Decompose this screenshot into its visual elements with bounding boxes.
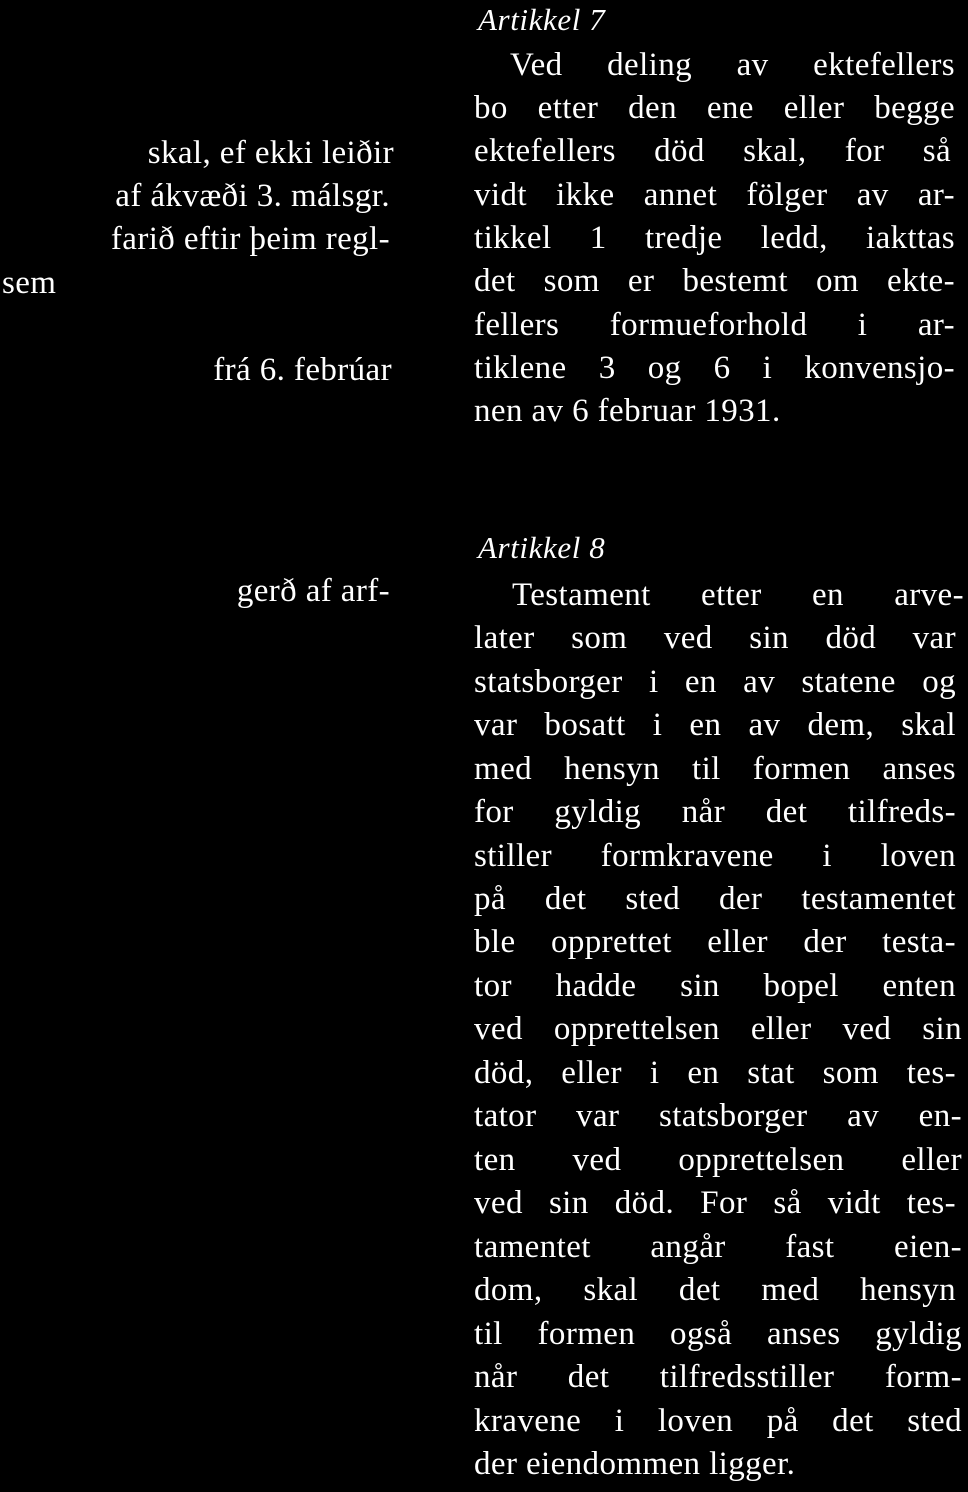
article-8-line-14: ten ved opprettelsen eller <box>474 1142 962 1178</box>
article-8-line-16: tamentet angår fast eien- <box>474 1229 962 1265</box>
left-fragment-3: farið eftir þeim regl- <box>110 221 390 257</box>
article-8-line-1: Testament etter en arve- <box>512 577 964 613</box>
article-8-line-15: ved sin död. For så vidt tes- <box>474 1185 956 1221</box>
article-7-line-4: vidt ikke annet fölger av ar- <box>474 177 955 213</box>
article-8-line-6: for gyldig når det tilfreds- <box>474 794 956 830</box>
article-8-line-8: på det sted der testamentet <box>474 881 956 917</box>
article-8-line-7: stiller formkravene i loven <box>474 838 956 874</box>
article-8-line-2: later som ved sin död var <box>474 620 956 656</box>
article-8-line-18: til formen også anses gyldig <box>474 1316 962 1352</box>
article-7-heading: Artikkel 7 <box>478 2 606 37</box>
article-7-line-2: bo etter den ene eller begge <box>474 90 955 126</box>
article-7-line-9: nen av 6 februar 1931. <box>474 393 781 429</box>
article-7-line-7: fellers formueforhold i ar- <box>474 307 955 343</box>
article-8-line-20: kravene i loven på det sted <box>474 1403 962 1439</box>
article-7-line-8: tiklene 3 og 6 i konvensjo- <box>474 350 955 386</box>
left-fragment-4: sem <box>2 265 57 301</box>
article-8-line-11: ved opprettelsen eller ved sin <box>474 1011 962 1047</box>
article-8-line-17: dom, skal det med hensyn <box>474 1272 956 1308</box>
article-8-line-4: var bosatt i en av dem, skal <box>474 707 956 743</box>
article-8-heading: Artikkel 8 <box>478 530 606 565</box>
article-7-line-3: ektefellers död skal, for så <box>474 133 951 169</box>
article-8-line-5: med hensyn til formen anses <box>474 751 956 787</box>
article-8-line-13: tator var statsborger av en- <box>474 1098 962 1134</box>
article-7-line-6: det som er bestemt om ekte- <box>474 263 955 299</box>
article-8-line-12: död, eller i en stat som tes- <box>474 1055 956 1091</box>
left-fragment-2: af ákvæði 3. málsgr. <box>115 178 390 214</box>
article-7-line-5: tikkel 1 tredje ledd, iakttas <box>474 220 955 256</box>
article-8-line-9: ble opprettet eller der testa- <box>474 924 956 960</box>
article-8-line-10: tor hadde sin bopel enten <box>474 968 956 1004</box>
left-fragment-1: skal, ef ekki leiðir <box>147 135 394 171</box>
left-fragment-5: frá 6. febrúar <box>213 352 392 388</box>
article-8-line-3: statsborger i en av statene og <box>474 664 956 700</box>
article-7-line-1: Ved deling av ektefellers <box>510 47 955 83</box>
article-8-line-19: når det tilfredsstiller form- <box>474 1359 962 1395</box>
article-8-line-21: der eiendommen ligger. <box>474 1446 796 1482</box>
left-fragment-6: gerð af arf- <box>236 573 390 609</box>
